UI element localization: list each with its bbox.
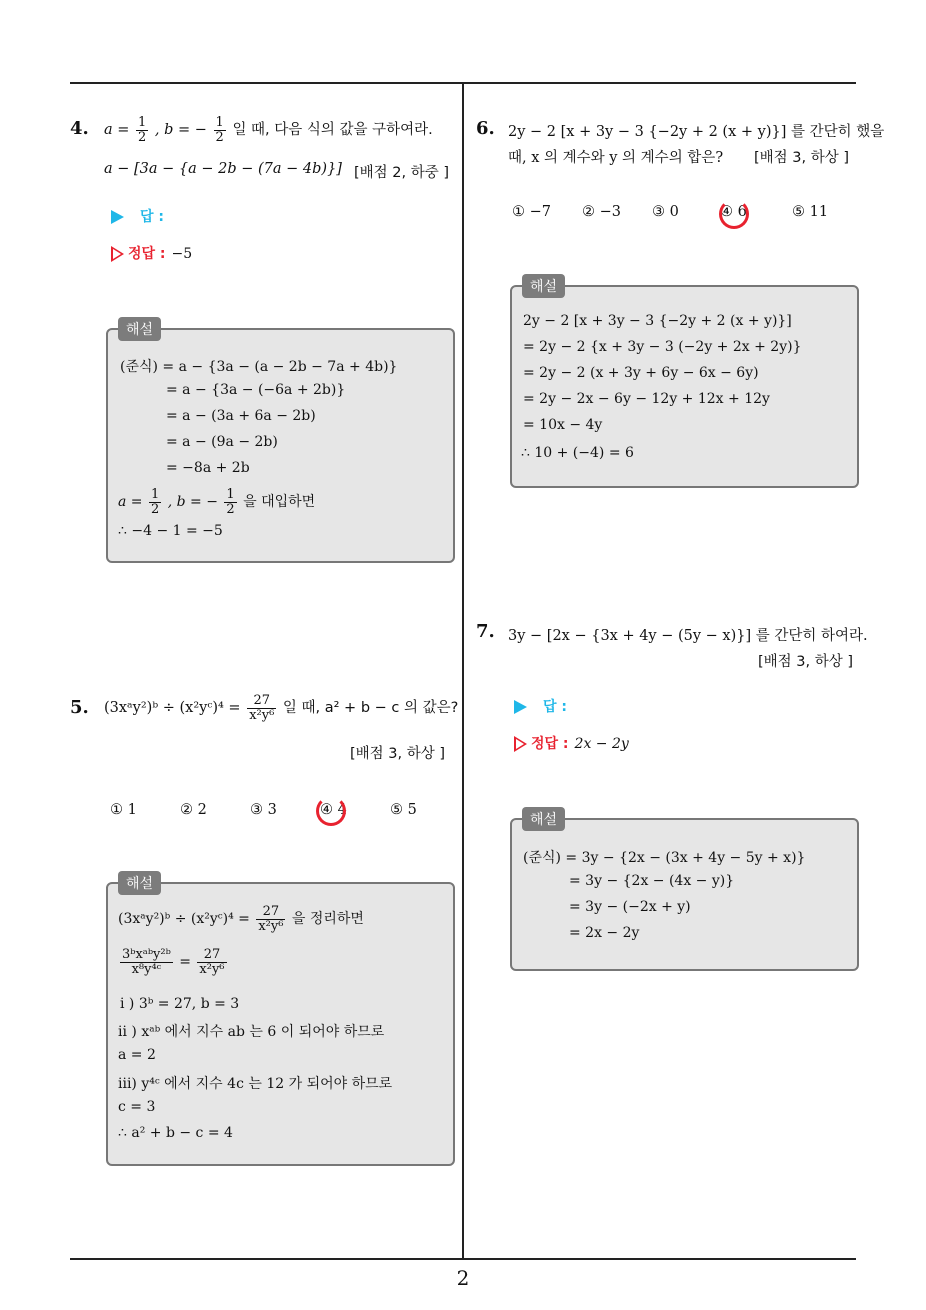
- question-4-answer-row: 답 :: [111, 206, 164, 226]
- q4-solution-line: (준식) = a − {3a − (a − 2b − 7a + 4b)}: [120, 359, 398, 375]
- q5-solution-line: i ) 3ᵇ = 27, b = 3: [120, 996, 240, 1012]
- bottom-rule: [70, 1258, 856, 1260]
- fraction: $\frac{27}{\text{x²y⁶}}$: [249, 693, 275, 723]
- q4-solution-line: = a − {3a − (−6a + 2b)}: [166, 382, 346, 398]
- selected-answer-circle-icon: [719, 199, 749, 229]
- q6-solution-line: = 2y − 2 (x + 3y + 6y − 6x − 6y): [523, 365, 759, 381]
- play-triangle-icon: [111, 210, 124, 224]
- play-triangle-icon: [514, 700, 527, 714]
- q6-solution-line: 2y − 2 [x + 3y − 3 {−2y + 2 (x + y)}]: [523, 313, 792, 329]
- choice-3[interactable]: ③ 0: [652, 204, 679, 220]
- fraction: $\frac{\text{3ᵇxᵃᵇy²ᵇ}}{\text{x⁸y⁴ᶜ}}$: [122, 947, 171, 977]
- q4-substitution-line: a = $\frac{1}{2}$ , b = − $\frac{1}{2}$ 을 대입하면: [118, 487, 316, 517]
- q5-solution-line: iii) y⁴ᶜ 에서 지수 4c 는 12 가 되어야 하므로: [118, 1076, 393, 1092]
- fraction: $\frac{1}{2}$: [150, 487, 160, 517]
- question-4-number: 4.: [70, 118, 89, 139]
- choice-1[interactable]: ① −7: [512, 204, 551, 220]
- fraction-b: $\frac{1}{2}$: [215, 115, 224, 145]
- fraction: $\frac{27}{\text{x²y⁶}}$: [199, 947, 225, 977]
- question-6-stem-line-2: 때, x 의 계수와 y 의 계수의 합은?: [508, 150, 724, 166]
- choice-2[interactable]: ② −3: [582, 204, 621, 220]
- choice-4[interactable]: ④ 4: [320, 802, 347, 818]
- fraction: $\frac{27}{\text{x²y⁶}}$: [258, 904, 284, 934]
- question-4-meta: [배점 2, 하중 ]: [354, 165, 450, 181]
- question-7-correct-answer: 정답 : 2x − 2y: [514, 733, 629, 753]
- column-divider: [462, 84, 464, 1258]
- choice-5[interactable]: ⑤ 11: [792, 204, 829, 220]
- choice-2[interactable]: ② 2: [180, 802, 207, 818]
- q5-conclusion: ∴ a² + b − c = 4: [118, 1125, 233, 1141]
- q5-solution-line: a = 2: [118, 1047, 156, 1063]
- choice-5[interactable]: ⑤ 5: [390, 802, 417, 818]
- selected-answer-circle-icon: [316, 796, 346, 826]
- q5-solution-line: $\frac{\text{3ᵇxᵃᵇy²ᵇ}}{\text{x⁸y⁴ᶜ}}$ = $\frac{27}{\text{x²y⁶}}$: [122, 947, 225, 977]
- q7-solution-line: = 3y − {2x − (4x − y)}: [569, 873, 735, 889]
- question-6-choices: [512, 204, 842, 220]
- question-7-answer-row: 답 :: [514, 696, 567, 716]
- question-4-solution-tag: 해설: [118, 317, 161, 341]
- q5-solution-line: c = 3: [118, 1099, 156, 1115]
- q4-solution-line: = −8a + 2b: [166, 460, 250, 476]
- question-5-solution-tag: 해설: [118, 871, 161, 895]
- question-6-stem-line-1: 2y − 2 [x + 3y − 3 {−2y + 2 (x + y)}] 를 간단히 했을: [508, 124, 885, 140]
- question-7-solution-box: [510, 818, 859, 971]
- outline-triangle-icon: [514, 736, 527, 752]
- q6-conclusion: ∴ 10 + (−4) = 6: [521, 445, 634, 461]
- q4-conclusion: ∴ −4 − 1 = −5: [118, 523, 223, 539]
- q4-solution-line: = a − (3a + 6a − 2b): [166, 408, 316, 424]
- question-4-condition: a = $\frac{1}{2}$ , b = − $\frac{1}{2}$ 일 때, 다음 식의 값을 구하여라.: [104, 115, 433, 145]
- page-number: 2: [456, 1266, 470, 1290]
- question-7-meta: [배점 3, 하상 ]: [758, 654, 854, 670]
- question-4-expression: a − [3a − {a − 2b − (7a − 4b)}]: [104, 161, 342, 177]
- question-7-solution-tag: 해설: [522, 807, 565, 831]
- q6-solution-line: = 10x − 4y: [523, 417, 603, 433]
- question-5-meta: [배점 3, 하상 ]: [350, 746, 446, 762]
- question-6-meta: [배점 3, 하상 ]: [754, 150, 850, 166]
- q5-solution-line: ii ) xᵃᵇ 에서 지수 ab 는 6 이 되어야 하므로: [118, 1024, 385, 1040]
- question-5-stem: (3xᵃy²)ᵇ ÷ (x²yᶜ)⁴ = $\frac{27}{\text{x²y⁶}}$ 일 때, a² + b − c 의 값은?: [104, 693, 459, 723]
- q4-solution-line: = a − (9a − 2b): [166, 434, 278, 450]
- choice-1[interactable]: ① 1: [110, 802, 137, 818]
- outline-triangle-icon: [111, 246, 124, 262]
- question-6-number: 6.: [476, 118, 495, 139]
- q7-solution-line: (준식) = 3y − {2x − (3x + 4y − 5y + x)}: [523, 850, 806, 866]
- fraction-a: $\frac{1}{2}$: [138, 115, 147, 145]
- question-4-correct-answer: 정답 : −5: [111, 243, 192, 263]
- q7-solution-line: = 2x − 2y: [569, 925, 640, 941]
- question-6-solution-tag: 해설: [522, 274, 565, 298]
- q7-solution-line: = 3y − (−2x + y): [569, 899, 691, 915]
- choice-3[interactable]: ③ 3: [250, 802, 277, 818]
- question-7-stem: 3y − [2x − {3x + 4y − (5y − x)}] 를 간단히 하여라.: [508, 628, 868, 644]
- question-5-number: 5.: [70, 697, 89, 718]
- q5-solution-line: (3xᵃy²)ᵇ ÷ (x²yᶜ)⁴ = $\frac{27}{\text{x²y⁶}}$ 을 정리하면: [118, 904, 364, 934]
- fraction: $\frac{1}{2}$: [226, 487, 235, 517]
- q6-solution-line: = 2y − 2x − 6y − 12y + 12x + 12y: [523, 391, 770, 407]
- q6-solution-line: = 2y − 2 {x + 3y − 3 (−2y + 2x + 2y)}: [523, 339, 802, 355]
- choice-4[interactable]: ④ 6: [720, 204, 747, 220]
- question-5-choices: [110, 802, 440, 818]
- question-7-number: 7.: [476, 621, 495, 642]
